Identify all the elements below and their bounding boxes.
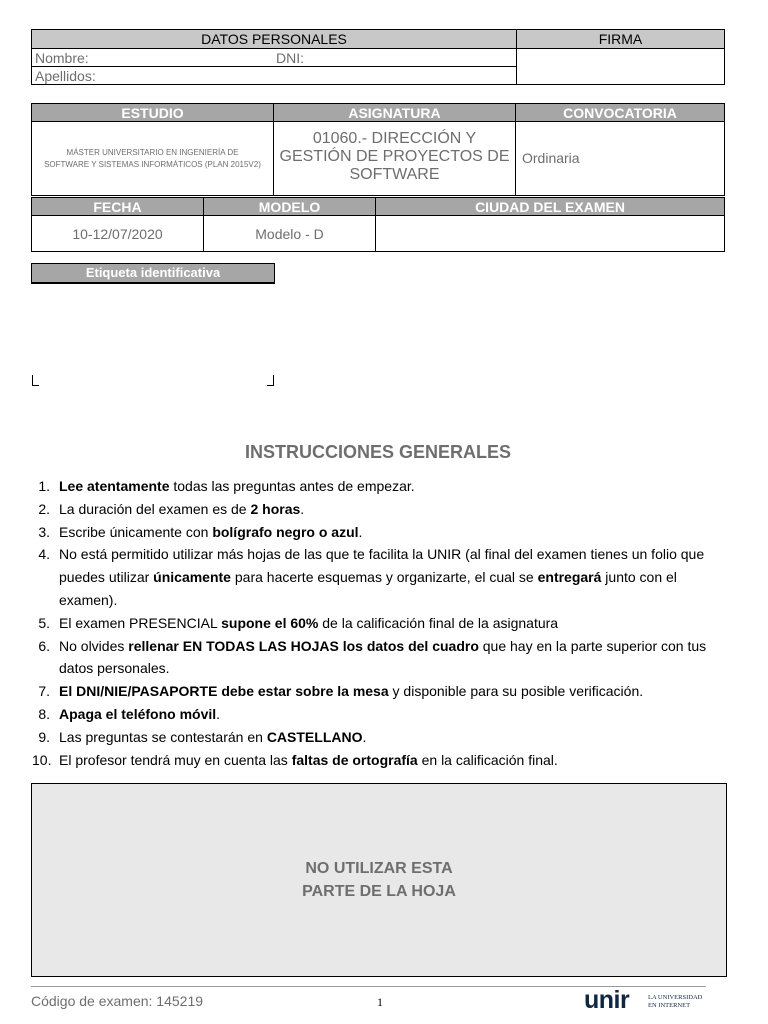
personal-data-table	[31, 29, 725, 85]
id-label-title: Etiqueta identificativa	[31, 263, 275, 283]
subject-line-3: SOFTWARE	[349, 166, 440, 183]
session-value: Ordinaria	[516, 122, 725, 196]
instructions-title: INSTRUCCIONES GENERALES	[244, 442, 512, 462]
date-value: 10-12/07/2020	[32, 216, 204, 252]
corner-mark-right	[267, 375, 274, 386]
model-header: MODELO	[204, 198, 376, 216]
session-header: CONVOCATORIA	[516, 104, 725, 122]
exam-code: Código de examen: 145219	[31, 993, 204, 1009]
corner-mark-left	[32, 375, 39, 386]
instruction-item: 3. Escribe únicamente con bolígrafo negro o azul.	[38, 523, 363, 540]
subject-header: ASIGNATURA	[274, 104, 516, 122]
dni-label: DNI:	[276, 50, 304, 66]
study-line-2: SOFTWARE Y SISTEMAS INFORMÁTICOS (PLAN 2015V2)	[44, 159, 261, 169]
city-field[interactable]	[376, 216, 725, 252]
city-header: CIUDAD DEL EXAMEN	[376, 198, 725, 216]
surname-field[interactable]	[32, 67, 517, 85]
exam-info-table	[31, 197, 725, 252]
instruction-item: 5. El examen PRESENCIAL supone el 60% de la calificación final de la asignatura	[38, 614, 559, 631]
instruction-item: 9. Las preguntas se contestarán en CASTELLANO.	[38, 728, 367, 745]
instruction-item: 4. No está permitido utilizar más hojas de las que te facilita la UNIR (al final del examen tienes un folio que puedes utilizar únicamente para hacerte esquemas y organizarte, el cual se entregará junto con el examen).	[38, 546, 705, 608]
unir-logo	[584, 986, 714, 1014]
instruction-item: 7. El DNI/NIE/PASAPORTE debe estar sobre la mesa y disponible para su posible verificación.	[38, 683, 644, 700]
personal-data-header: DATOS PERSONALES	[32, 30, 517, 49]
name-field[interactable]	[32, 49, 517, 67]
subject-line-1: 01060.- DIRECCIÓN Y	[312, 130, 477, 147]
surname-label: Apellidos:	[35, 68, 96, 84]
logo-wordmark: unir	[584, 986, 630, 1014]
study-line-1: MÁSTER UNIVERSITARIO EN INGENIERÍA DE	[66, 147, 239, 157]
date-header: FECHA	[32, 198, 204, 216]
page-number: 1	[377, 995, 383, 1009]
subject-value	[274, 122, 516, 196]
model-value: Modelo - D	[204, 216, 376, 252]
signature-field[interactable]	[517, 49, 725, 85]
reserved-line-1: NO UTILIZAR ESTA	[305, 860, 453, 877]
study-header: ESTUDIO	[32, 104, 274, 122]
study-value	[32, 122, 274, 196]
instruction-item: 1. Lee atentamente todas las preguntas antes de empezar.	[38, 478, 415, 494]
instruction-item: 2. La duración del examen es de 2 horas.	[38, 500, 305, 517]
study-table	[31, 103, 725, 196]
logo-tagline: LA UNIVERSIDAD EN INTERNET	[648, 994, 703, 1009]
instructions-list	[32, 475, 732, 771]
instruction-item: 10. El profesor tendrá muy en cuenta las faltas de ortografía en la calificación final.	[32, 751, 558, 768]
id-label-rule	[31, 283, 275, 284]
reserved-area	[31, 783, 727, 977]
name-label: Nombre:	[35, 50, 89, 66]
reserved-line-2: PARTE DE LA HOJA	[302, 883, 456, 900]
instruction-item: 6. No olvides rellenar EN TODAS LAS HOJAS los datos del cuadro que hay en la parte superior con tus datos personales.	[38, 637, 707, 677]
signature-header: FIRMA	[517, 30, 725, 49]
instruction-item: 8. Apaga el teléfono móvil.	[38, 705, 221, 722]
id-label-box	[31, 263, 275, 388]
subject-line-2: GESTIÓN DE PROYECTOS DE	[279, 148, 510, 165]
